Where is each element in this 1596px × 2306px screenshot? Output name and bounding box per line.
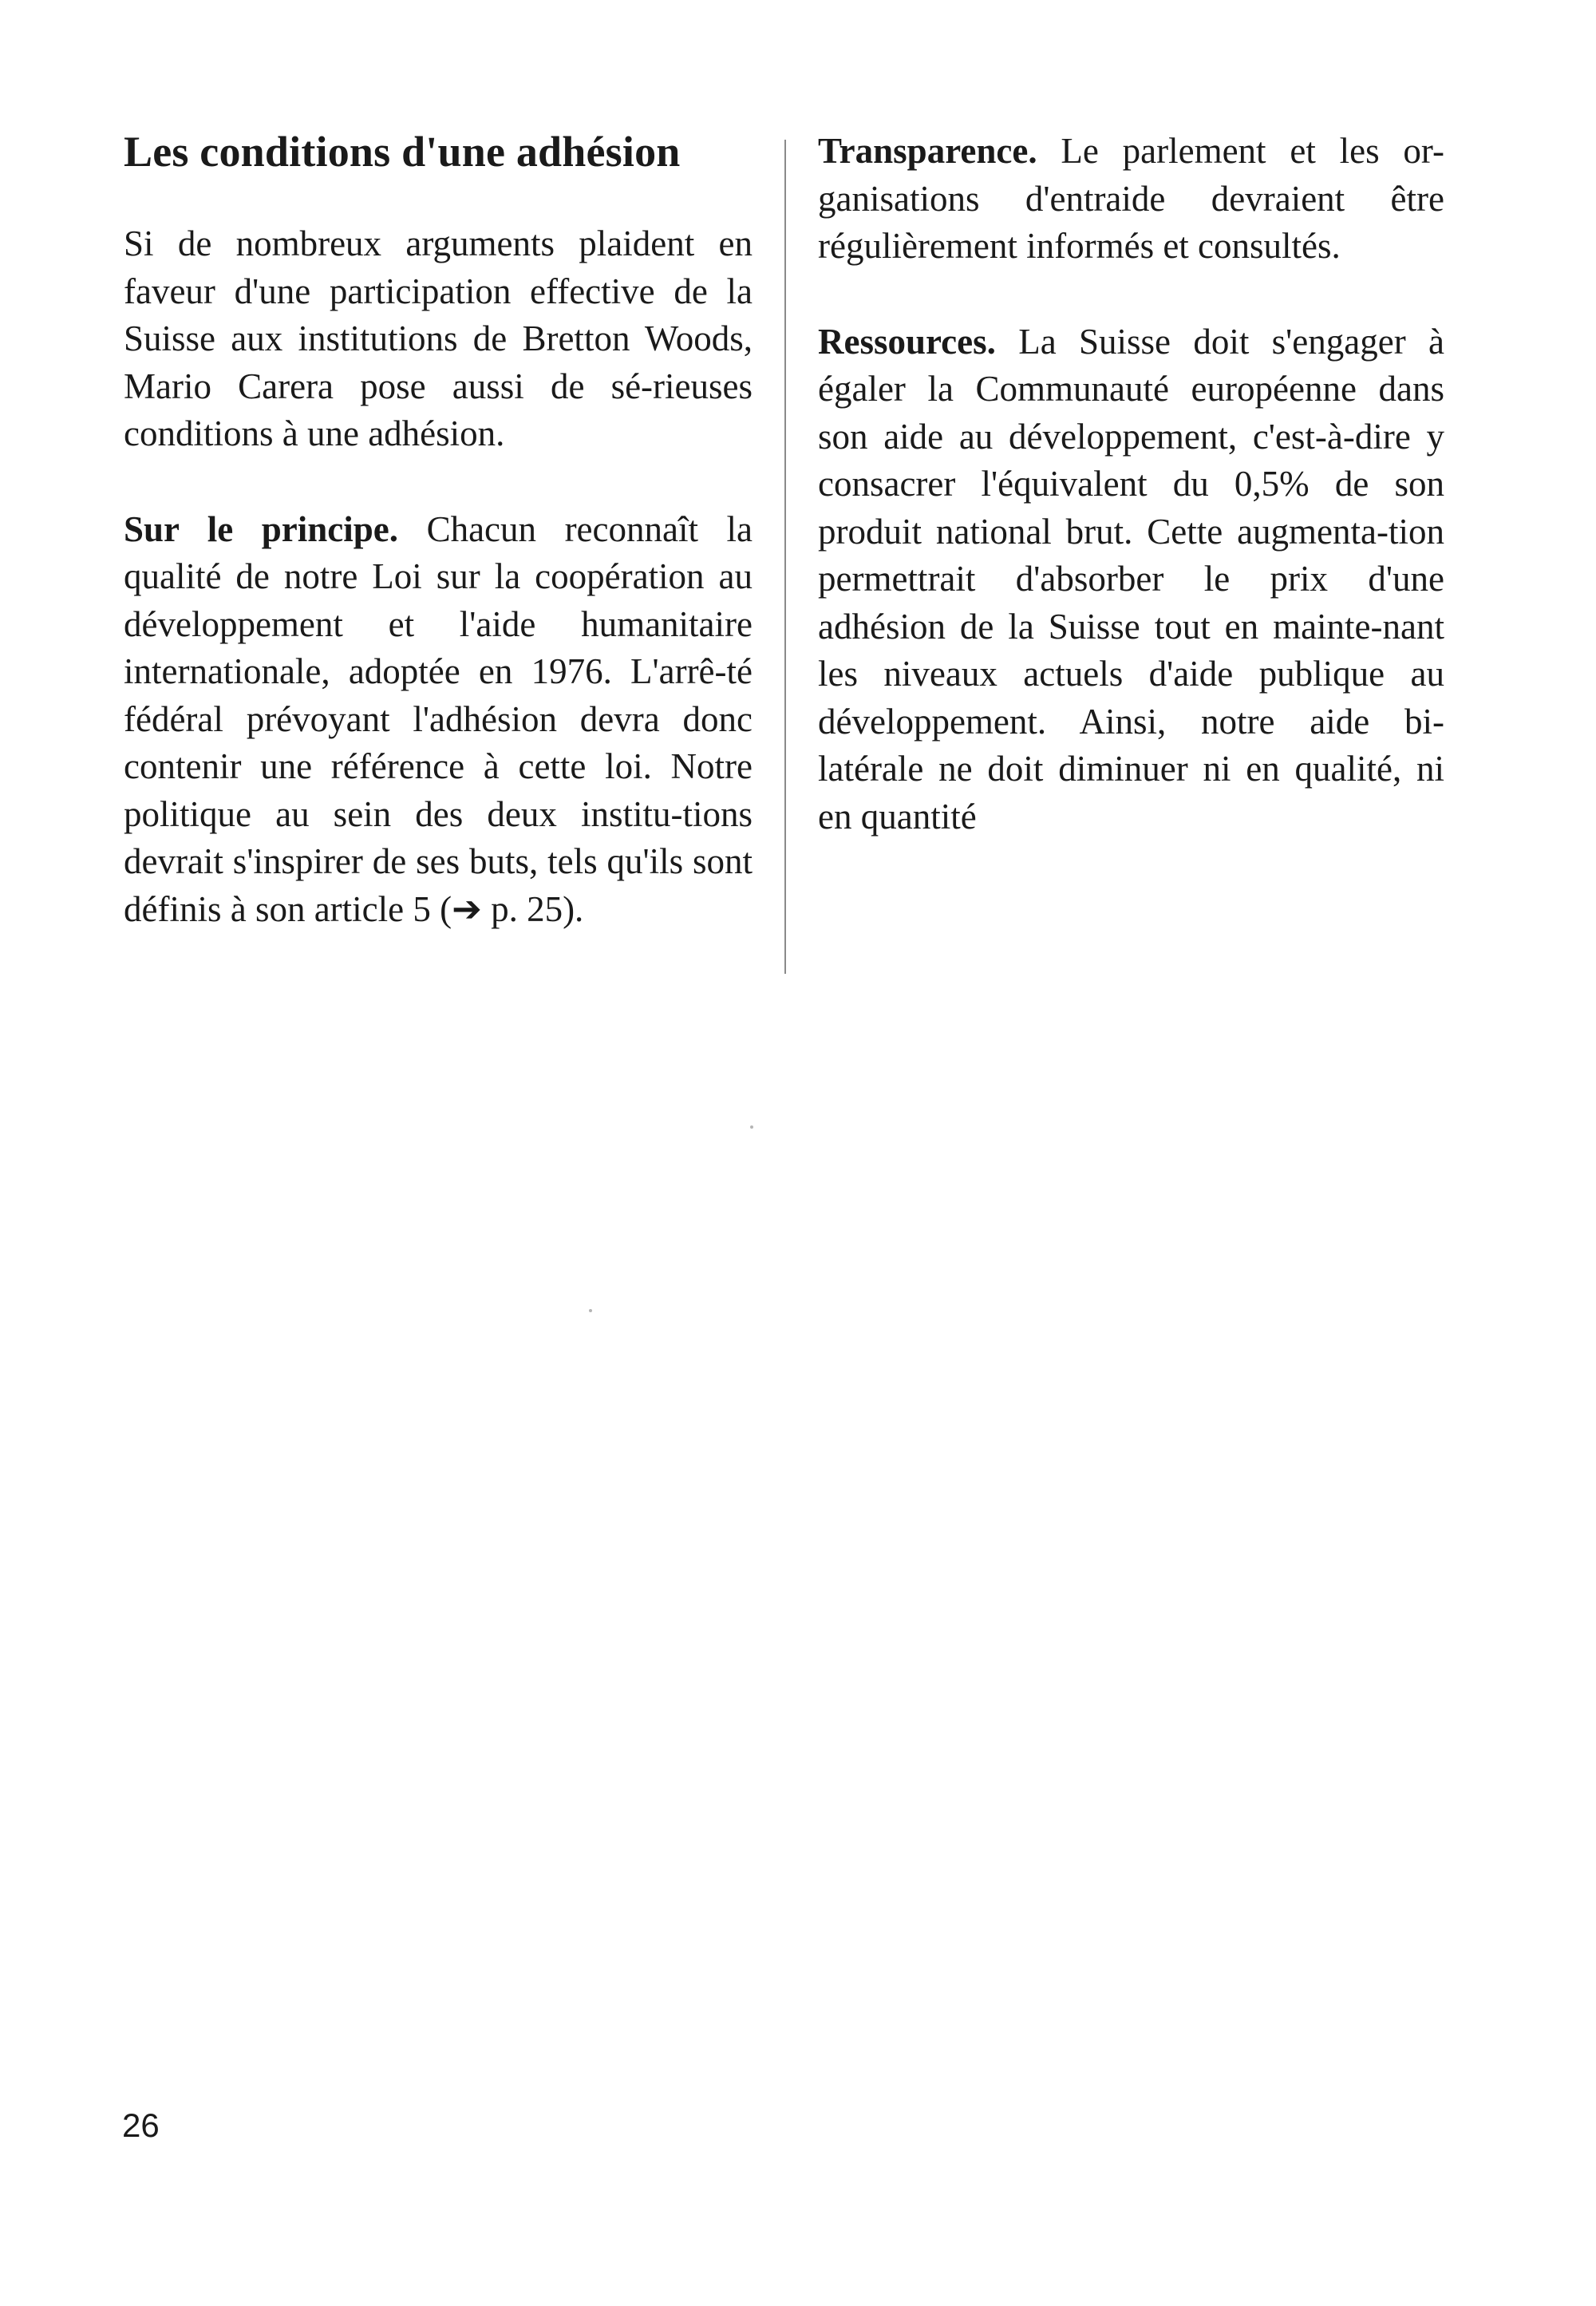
column-divider	[784, 140, 786, 974]
section-heading: Les conditions d'une adhésion	[124, 128, 681, 176]
principe-lead: Sur le principe.	[124, 508, 399, 549]
intro-text: Si de nombreux arguments plaident en faveur d'une participation effective de la Suisse aux institutions de Bretton Woods, Mario Carera pose aussi de sé-rieuses conditions à une adhésion.	[124, 223, 753, 453]
scan-speck	[589, 1309, 592, 1312]
principe-paragraph	[124, 506, 753, 934]
transparence-text: Le parlement et les or-ganisations d'entraide devraient être régulièrement informés et consultés.	[818, 131, 1444, 266]
left-column	[124, 128, 753, 981]
intro-paragraph	[124, 220, 753, 458]
transparence-paragraph	[818, 128, 1444, 271]
ressources-lead: Ressources.	[818, 321, 996, 362]
ressources-paragraph	[818, 318, 1444, 841]
principe-text: Chacun reconnaît la qualité de notre Loi sur la coopération au développement et l'aide humanitaire internationale, adoptée en 1976. L'arrê-té fédéral prévoyant l'adhésion devra donc contenir une référence à cette loi. Notre politique au sein des deux institu-tions devrait s'inspirer de ses buts, tels qu'ils sont définis à son article 5 (➔ p. 25).	[124, 508, 753, 929]
right-column	[818, 128, 1444, 888]
ressources-text: La Suisse doit s'engager à égaler la Communauté européenne dans son aide au développement, c'est-à-dire y consacrer l'équivalent du 0,5% de son produit national brut. Cette augmenta-tion permettrait d'absorber le prix d'une adhésion de la Suisse tout en mainte-nant les niveaux actuels d'aide publique au développement. Ainsi, notre aide bi-latérale ne doit diminuer ni en qualité, ni en quantité	[818, 321, 1444, 837]
transparence-lead: Transparence.	[818, 131, 1037, 171]
page-number: 26	[122, 2106, 160, 2144]
scan-speck	[750, 1125, 753, 1129]
